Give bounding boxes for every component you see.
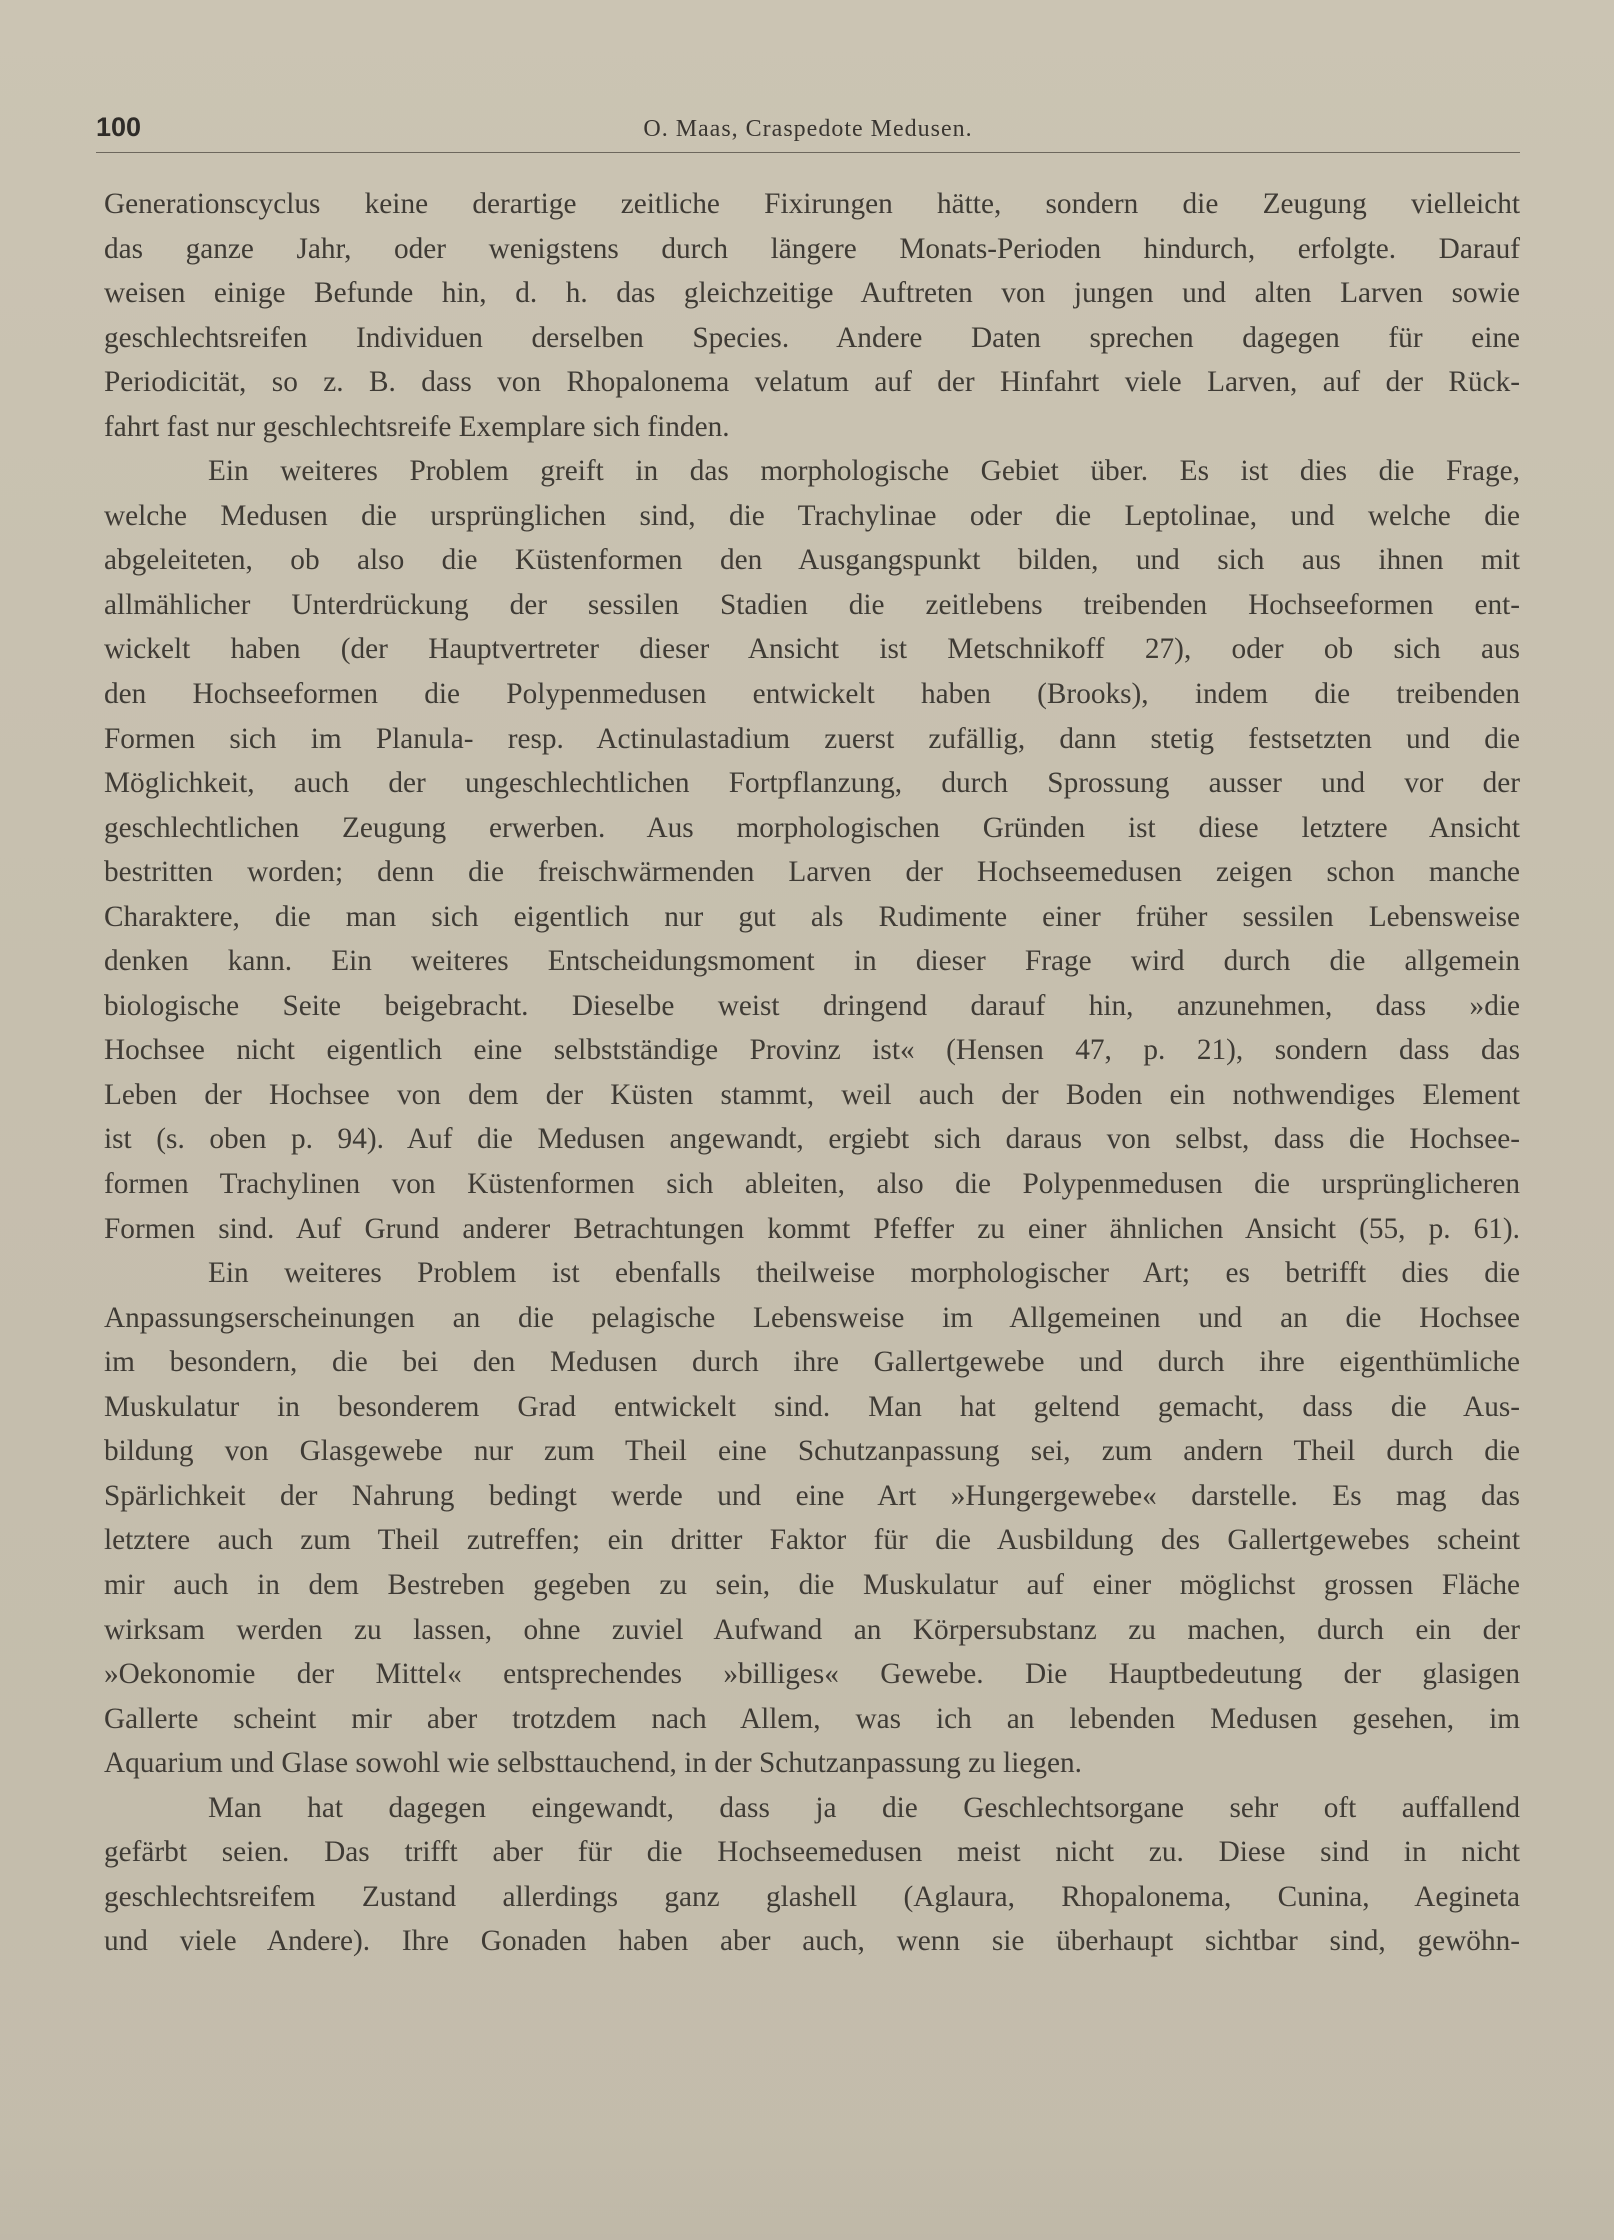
text-line: Möglichkeit, auch der ungeschlechtlichen Fortpflanzung, durch Sprossung ausser und vor der <box>104 767 1520 800</box>
text-line: Formen sich im Planula- resp. Actinulastadium zuerst zufällig, dann stetig festsetzten und die <box>104 722 1520 755</box>
text-line: denken kann. Ein weiteres Entscheidungsmoment in dieser Frage wird durch die allgemein <box>104 945 1520 978</box>
page-edge-shading <box>0 2120 1614 2240</box>
text-line: im besondern, die bei den Medusen durch ihre Gallertgewebe und durch ihre eigenthümliche <box>104 1346 1520 1379</box>
text-line: Leben der Hochsee von dem der Küsten stammt, weil auch der Boden ein nothwendiges Element <box>104 1078 1520 1111</box>
text-line: Aquarium und Glase sowohl wie selbsttauchend, in der Schutzanpassung zu liegen. <box>104 1747 1082 1780</box>
text-line: und viele Andere). Ihre Gonaden haben aber auch, wenn sie überhaupt sichtbar sind, gewöhn- <box>104 1925 1520 1958</box>
text-line: Muskulatur in besonderem Grad entwickelt sind. Man hat geltend gemacht, dass die Aus- <box>104 1390 1520 1423</box>
text-line: Ein weiteres Problem greift in das morphologische Gebiet über. Es ist dies die Frage, <box>208 455 1520 488</box>
text-line: bildung von Glasgewebe nur zum Theil eine Schutzanpassung sei, zum andern Theil durch die <box>104 1435 1520 1468</box>
text-line: wickelt haben (der Hauptvertreter dieser Ansicht ist Metschnikoff 27), oder ob sich aus <box>104 633 1520 666</box>
text-line: Man hat dagegen eingewandt, dass ja die Geschlechtsorgane sehr oft auffallend <box>208 1791 1520 1824</box>
text-line: fahrt fast nur geschlechtsreife Exemplare sich finden. <box>104 410 730 443</box>
text-line: gefärbt seien. Das trifft aber für die Hochseemedusen meist nicht zu. Diese sind in nicht <box>104 1836 1520 1869</box>
text-line: Gallerte scheint mir aber trotzdem nach Allem, was ich an lebenden Medusen gesehen, im <box>104 1702 1520 1735</box>
running-header <box>96 112 1520 153</box>
text-line: geschlechtsreifen Individuen derselben Species. Andere Daten sprechen dagegen für eine <box>104 321 1520 354</box>
text-line: abgeleiteten, ob also die Küstenformen den Ausgangspunkt bilden, und sich aus ihnen mit <box>104 544 1520 577</box>
text-line: bestritten worden; denn die freischwärmenden Larven der Hochseemedusen zeigen schon manche <box>104 856 1520 889</box>
text-line: wirksam werden zu lassen, ohne zuviel Aufwand an Körpersubstanz zu machen, durch ein der <box>104 1613 1520 1646</box>
text-line: Anpassungserscheinungen an die pelagische Lebensweise im Allgemeinen und an die Hochsee <box>104 1301 1520 1334</box>
text-line: allmählicher Unterdrückung der sessilen Stadien die zeitlebens treibenden Hochseeformen ent- <box>104 588 1520 621</box>
text-line: Hochsee nicht eigentlich eine selbstständige Provinz ist« (Hensen 47, p. 21), sondern dass das <box>104 1034 1520 1067</box>
text-line: welche Medusen die ursprünglichen sind, die Trachylinae oder die Leptolinae, und welche die <box>104 499 1520 532</box>
text-line: Charaktere, die man sich eigentlich nur gut als Rudimente einer früher sessilen Lebensweise <box>104 900 1520 933</box>
text-line: Ein weiteres Problem ist ebenfalls theilweise morphologischer Art; es betrifft dies die <box>208 1257 1520 1290</box>
page-number: 100 <box>96 112 142 142</box>
running-title: O. Maas, Craspedote Medusen. <box>643 116 973 142</box>
text-line: Periodicität, so z. B. dass von Rhopalonema velatum auf der Hinfahrt viele Larven, auf der Rück- <box>104 366 1520 399</box>
text-line: geschlechtlichen Zeugung erwerben. Aus morphologischen Gründen ist diese letztere Ansicht <box>104 811 1520 844</box>
text-line: das ganze Jahr, oder wenigstens durch längere Monats-Perioden hindurch, erfolgte. Darauf <box>104 232 1520 265</box>
text-line: Spärlichkeit der Nahrung bedingt werde und eine Art »Hungergewebe« darstelle. Es mag das <box>104 1479 1520 1512</box>
text-line: mir auch in dem Bestreben gegeben zu sein, die Muskulatur auf einer möglichst grossen Fläche <box>104 1568 1520 1601</box>
text-line: weisen einige Befunde hin, d. h. das gleichzeitige Auftreten von jungen und alten Larven sowie <box>104 277 1520 310</box>
text-line: formen Trachylinen von Küstenformen sich ableiten, also die Polypenmedusen die ursprünglicheren <box>104 1168 1520 1201</box>
text-line: letztere auch zum Theil zutreffen; ein dritter Faktor für die Ausbildung des Gallertgewebes scheint <box>104 1524 1520 1557</box>
body-text <box>104 182 1520 1964</box>
text-line: Generationscyclus keine derartige zeitliche Fixirungen hätte, sondern die Zeugung vielleicht <box>104 188 1520 220</box>
text-line: biologische Seite beigebracht. Dieselbe weist dringend darauf hin, anzunehmen, dass »die <box>104 989 1520 1022</box>
text-line: den Hochseeformen die Polypenmedusen entwickelt haben (Brooks), indem die treibenden <box>104 678 1520 711</box>
text-line: »Oekonomie der Mittel« entsprechendes »billiges« Gewebe. Die Hauptbedeutung der glasigen <box>104 1658 1520 1691</box>
text-line: geschlechtsreifem Zustand allerdings ganz glashell (Aglaura, Rhopalonema, Cunina, Aegineta <box>104 1880 1520 1913</box>
text-line: ist (s. oben p. 94). Auf die Medusen angewandt, ergiebt sich daraus von selbst, dass die Hochsee- <box>104 1123 1520 1156</box>
text-line: Formen sind. Auf Grund anderer Betrachtungen kommt Pfeffer zu einer ähnlichen Ansicht (55, p. 61). <box>104 1212 1520 1245</box>
